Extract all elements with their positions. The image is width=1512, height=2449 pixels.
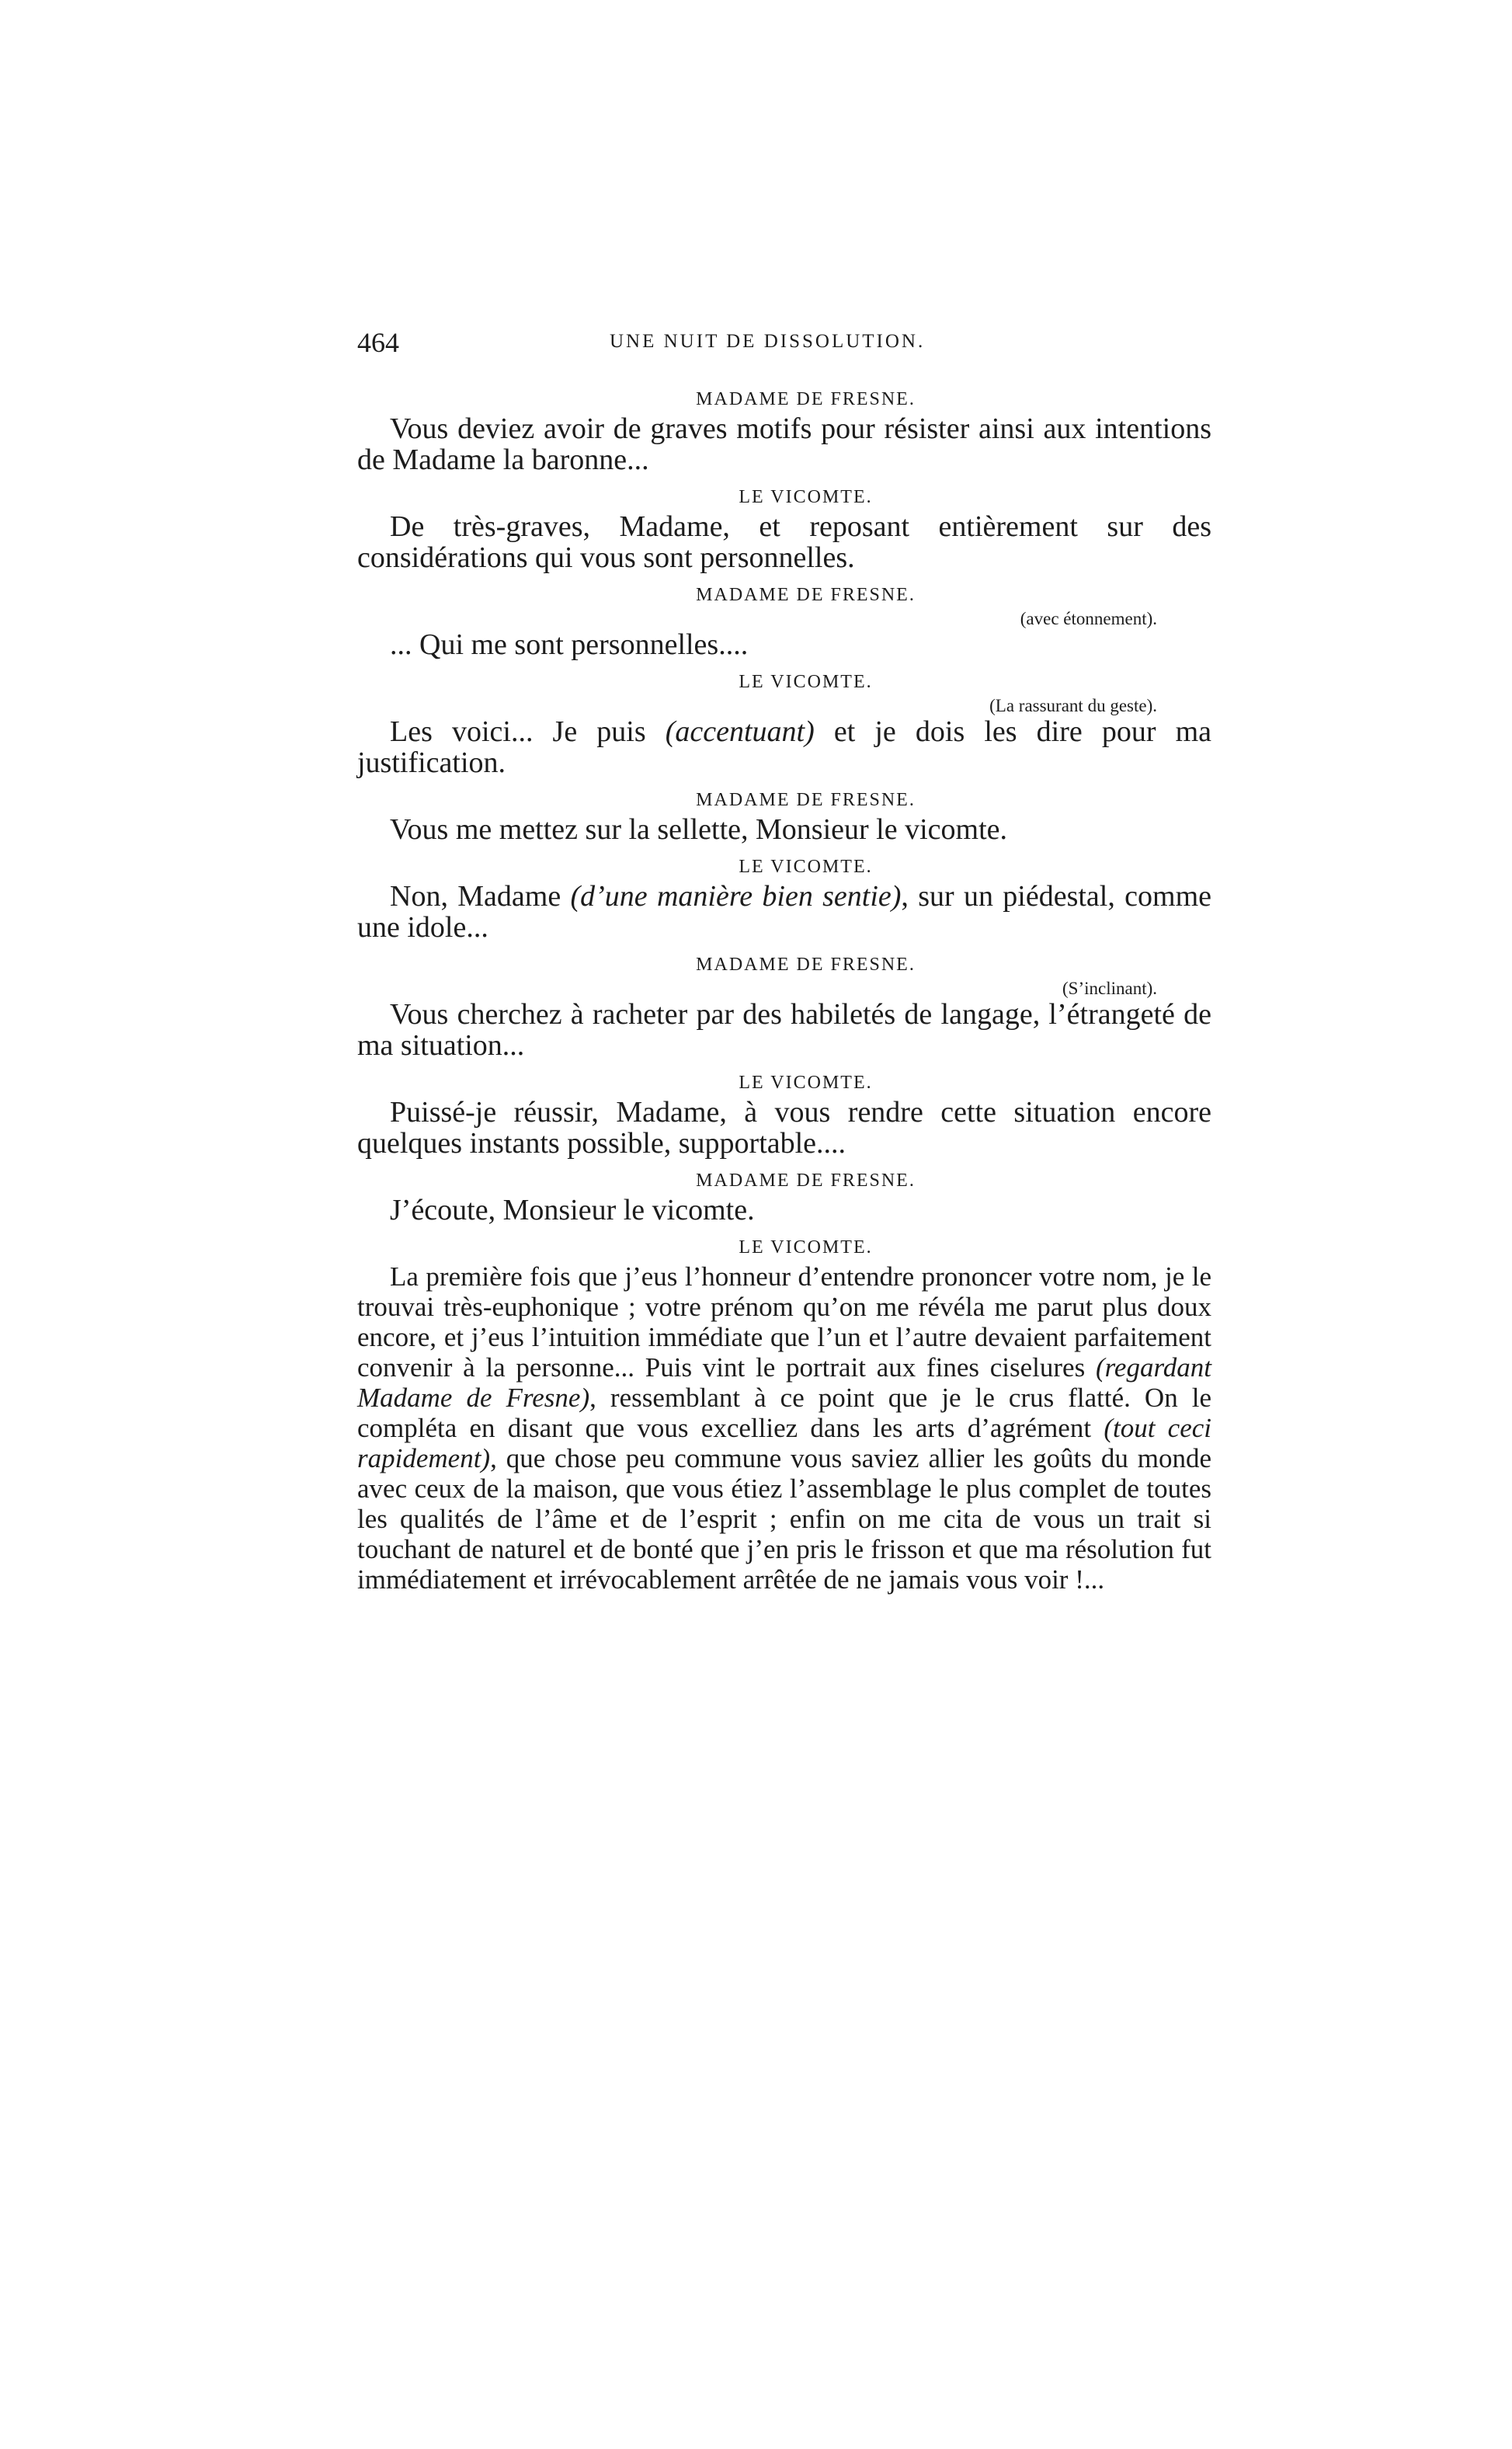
stage-direction: (avec étonnement).: [1020, 609, 1157, 628]
page-number: 464: [357, 327, 399, 358]
paragraph-text-part: , que chose peu commune vous saviez allier les goûts du monde avec ceux de la maison, que vous étiez l’assemblage le plus complet de toutes les qualités de l’âme et de l’esprit ; enfin on me cita de vous un trait si touchant de naturel et de bonté que j’en pris le frisson et que ma résolution fut immédiatement et irrévocablement arrêtée de ne jamais vous voir !...: [357, 1443, 1211, 1595]
dialogue-text-part: , sur un piédestal, comme une idole...: [357, 880, 1211, 944]
stage-direction-inline: (d’une manière bien sentie): [570, 880, 902, 913]
stage-direction: (S’inclinant).: [1062, 979, 1157, 998]
dialogue-line: [357, 881, 1211, 943]
dialogue-text: [357, 385, 1211, 1595]
paragraph-text-part: La première fois que j’eus l’honneur d’entendre prononcer votre nom, je le trouvai très-euphonique ; votre prénom qu’on me révéla me parut plus doux encore, et j’eus l’intuition immédiate que l’un et l’autre devaient parfaitement convenir à la personne... Puis vint le portrait aux fines ciselures: [357, 1261, 1211, 1383]
dialogue-line: De très-graves, Madame, et reposant entièrement sur des considérations qui vous sont personnelles.: [357, 510, 1211, 574]
dialogue-line: [357, 716, 1211, 778]
page-header: [357, 326, 1211, 365]
dialogue-text-part: et je dois les dire pour ma justification.: [357, 715, 1211, 779]
running-title: UNE NUIT DE DISSOLUTION.: [610, 331, 926, 352]
speaker-name: LE VICOMTE.: [739, 1237, 873, 1258]
dialogue-line: Vous me mettez sur la sellette, Monsieur le vicomte.: [390, 813, 1007, 846]
speaker-name: LE VICOMTE.: [739, 487, 873, 507]
closing-paragraph: [357, 1261, 1211, 1595]
speaker-name: LE VICOMTE.: [739, 672, 873, 692]
dialogue-text-part: Les voici... Je puis: [390, 715, 666, 748]
dialogue-line: Vous cherchez à racheter par des habiletés de langage, l’étrangeté de ma situation...: [357, 998, 1211, 1062]
speaker-name: MADAME DE FRESNE.: [696, 585, 916, 605]
dialogue-line: ... Qui me sont personnelles....: [390, 628, 749, 661]
speaker-name: MADAME DE FRESNE.: [696, 1171, 916, 1191]
speaker-name: MADAME DE FRESNE.: [696, 389, 916, 409]
speaker-name: LE VICOMTE.: [739, 1073, 873, 1093]
speaker-name: MADAME DE FRESNE.: [696, 790, 916, 810]
dialogue-text-part: Non, Madame: [390, 880, 571, 913]
stage-direction: (La rassurant du geste).: [989, 696, 1157, 715]
speaker-name: LE VICOMTE.: [739, 857, 873, 877]
paragraph-text-part: , ressemblant à ce point que je le crus flatté. On le compléta en disant que vous excelliez dans les arts d’agrément: [357, 1383, 1212, 1443]
stage-direction-inline: (tout ceci rapidement): [357, 1413, 1211, 1473]
dialogue-line: J’écoute, Monsieur le vicomte.: [390, 1194, 755, 1226]
stage-direction-inline: (accentuant): [665, 715, 815, 748]
stage-direction-inline: (regardant Madame de Fresne): [357, 1352, 1211, 1413]
dialogue-line: Puissé-je réussir, Madame, à vous rendre cette situation encore quelques instants possible, supportable....: [357, 1096, 1211, 1160]
speaker-name: MADAME DE FRESNE.: [696, 955, 916, 975]
dialogue-line: Vous deviez avoir de graves motifs pour résister ainsi aux intentions de Madame la baronne...: [357, 412, 1211, 476]
